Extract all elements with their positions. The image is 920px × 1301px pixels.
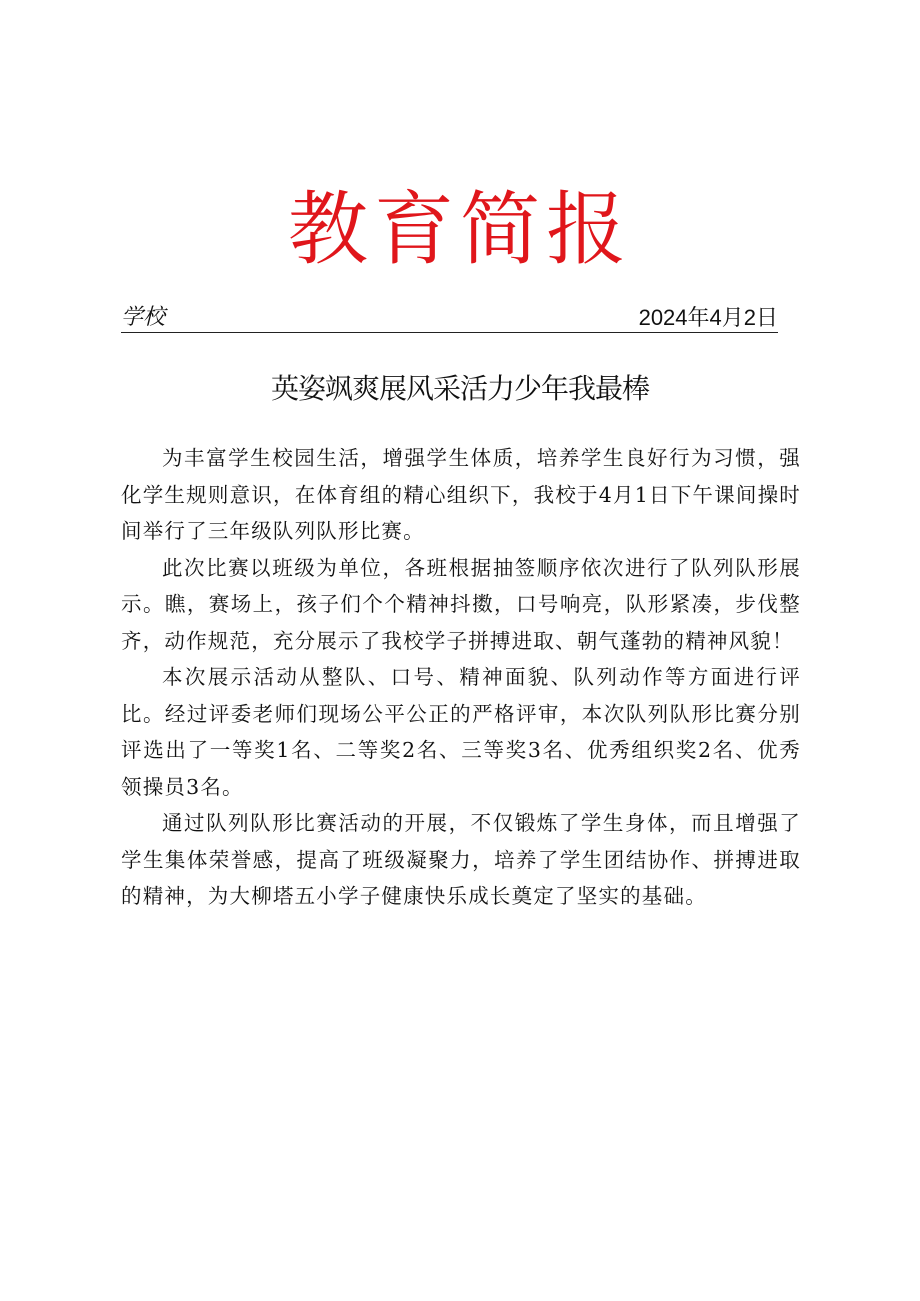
article-title: 英姿飒爽展风采活力少年我最棒 — [270, 372, 649, 405]
paragraph: 为丰富学生校园生活，增强学生体质，培养学生良好行为习惯，强化学生规则意识，在体育组的精心组织下，我校于4月1日下午课间操时间举行了三年级队列队形比赛。 — [121, 446, 801, 543]
header-meta-row — [121, 304, 778, 333]
paragraph: 通过队列队形比赛活动的开展，不仅锻炼了学生身体，而且增强了学生集体荣誉感，提高了班级凝聚力，培养了学生团结协作、拼搏进取的精神，为大柳塔五小学子健康快乐成长奠定了坚实的基础。 — [121, 811, 801, 908]
issue-date: 2024年4月2日 — [638, 305, 778, 330]
paragraph: 此次比赛以班级为单位，各班根据抽签顺序依次进行了队列队形展示。瞧，赛场上，孩子们个个精神抖擞，口号响亮，队形紧凑，步伐整齐，动作规范，充分展示了我校学子拼搏进取、朝气蓬勃的精神风貌！ — [121, 555, 801, 653]
article-body — [121, 440, 801, 915]
paragraph: 本次展示活动从整队、口号、精神面貌、队列动作等方面进行评比。经过评委老师们现场公平公正的严格评审，本次队列队形比赛分别评选出了一等奖1名、二等奖2名、三等奖3名、优秀组织奖2名、优秀领操员3名。 — [121, 665, 801, 799]
newsletter-masthead: 教育简报 — [288, 183, 632, 276]
school-label: 学校 — [121, 305, 166, 330]
